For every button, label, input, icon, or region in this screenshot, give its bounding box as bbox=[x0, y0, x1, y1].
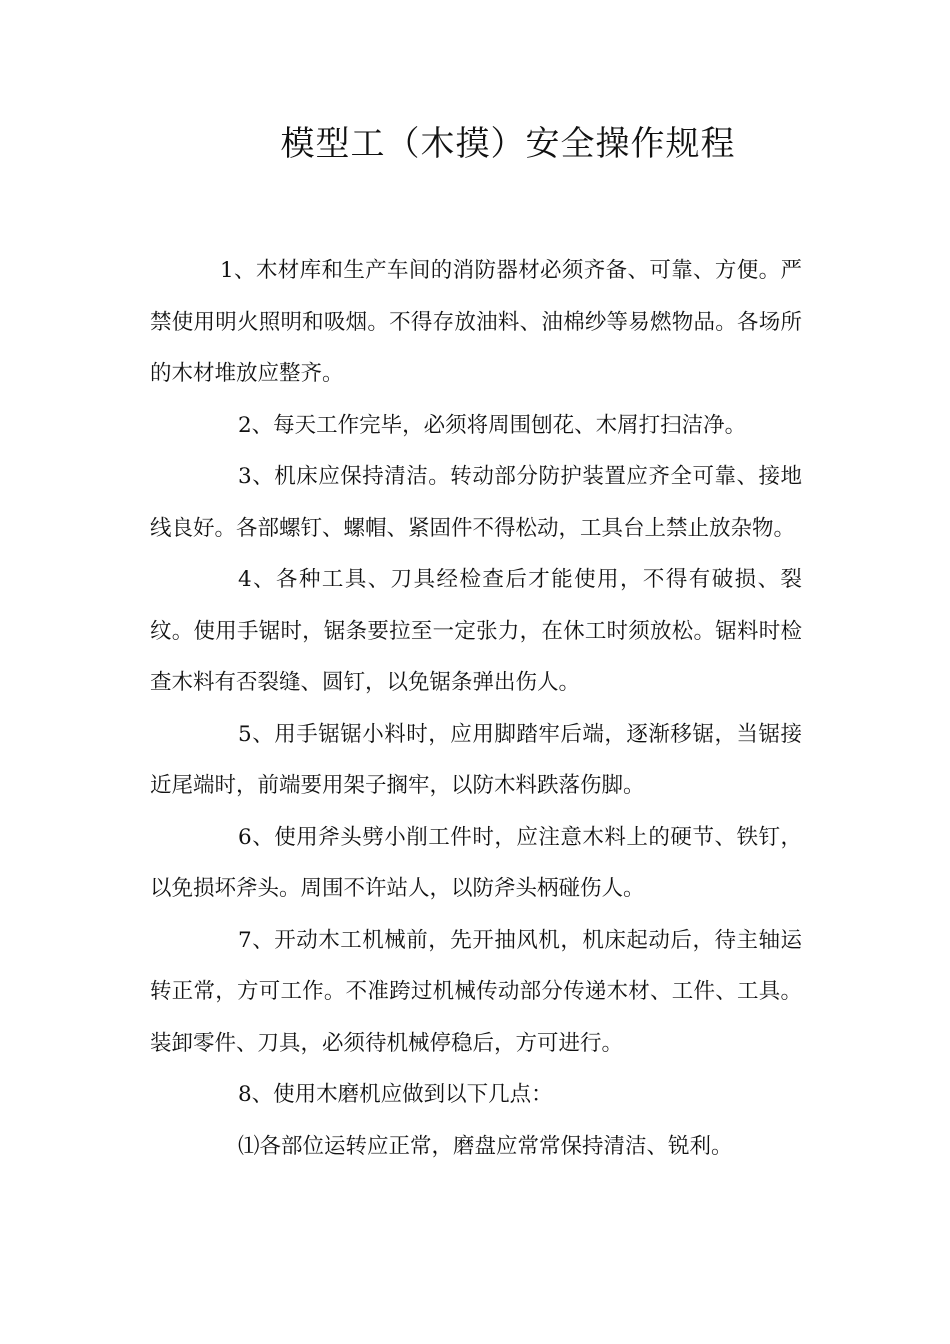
paragraph-8-item-1: ⑴各部位运转应正常，磨盘应常常保持清洁、锐利。 bbox=[238, 1133, 733, 1159]
document-body bbox=[150, 245, 802, 1172]
paragraph-2: 2、每天工作完毕，必须将周围刨花、木屑打扫洁净。 bbox=[238, 412, 747, 438]
document-title: 模型工（木摸）安全操作规程 bbox=[280, 124, 736, 164]
paragraph-1: 1、木材库和生产车间的消防器材必须齐备、可靠、方便。严禁使用明火照明和吸烟。不得存放油料、油棉纱等易燃物品。各场所的木材堆放应整齐。 bbox=[150, 258, 802, 386]
paragraph-6: 6、使用斧头劈小削工件时，应注意木料上的硬节、铁钉，以免损坏斧头。周围不许站人，以防斧头柄碰伤人。 bbox=[150, 824, 802, 901]
paragraph-3: 3、机床应保持清洁。转动部分防护装置应齐全可靠、接地线良好。各部螺钉、螺帽、紧固件不得松动，工具台上禁止放杂物。 bbox=[150, 464, 802, 541]
paragraph-8: 8、使用木磨机应做到以下几点： bbox=[238, 1082, 553, 1107]
paragraph-4: 4、各种工具、刀具经检查后才能使用，不得有破损、裂纹。使用手锯时，锯条要拉至一定张力，在休工时须放松。锯料时检查木料有否裂缝、圆钉，以免锯条弹出伤人。 bbox=[150, 567, 802, 695]
paragraph-7: 7、开动木工机械前，先开抽风机，机床起动后，待主轴运转正常，方可工作。不准跨过机械传动部分传递木材、工件、工具。装卸零件、刀具，必须待机械停稳后，方可进行。 bbox=[150, 927, 802, 1056]
paragraph-5: 5、用手锯锯小料时，应用脚踏牢后端，逐渐移锯，当锯接近尾端时，前端要用架子搁牢，以防木料跌落伤脚。 bbox=[150, 721, 802, 798]
